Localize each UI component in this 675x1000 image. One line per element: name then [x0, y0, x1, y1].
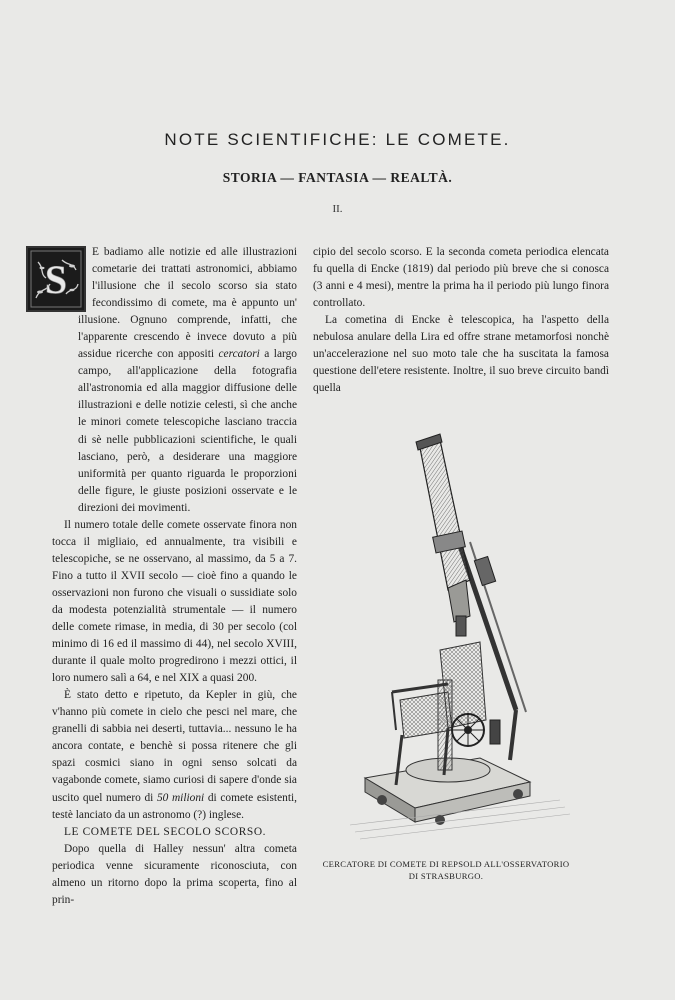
- paragraph-2: Il numero totale delle comete osservate finora non tocca il migliaio, ed annualmente, tra visibili e telescopiche, se ne osservano, al massimo, da 5 a 7. Fino a tutto il XVII secolo — cioè fino a quando le osservazioni non furono che visuali o sussidiate solo da modesta potenzialità strumentale — il numero delle comete rimase, in media, di 30 per secolo (col minimo di 16 ed il massimo di 44), nel secolo XVIII, durante il quale molto progredirono i mezzi ottici, il loro numero salì a 64, e nel XIX a quasi 200.: [52, 518, 297, 685]
- paragraph-3-start: È stato detto e ripetuto, da Kepler in giù, che v'hanno più comete in cielo che pesci nel mare, che granelli di sabbia nei deserti, tuttavia... nessuno le ha ancora contate, e benchè si possa ritenere che gli spazi cosmici siano in ogni senso solcati da vagabonde comete, siamo curiosi di sapere d'onde sia uscito quel numero di: [52, 689, 297, 804]
- article-title: NOTE SCIENTIFICHE: LE COMETE.: [164, 130, 511, 149]
- paragraph-3-emphasis: 50 milioni: [156, 791, 205, 804]
- figure-caption-line-1: CERCATORE DI COMETE DI REPSOLD ALL'OSSERVATORIO: [322, 859, 570, 869]
- paragraph-1-end: a largo campo, all'applicazione della fotografia all'astronomia ed alla maggior diffusione delle illustrazioni e delle notizie celesti, sì che anche le minori comete telescopiche lasciano traccia di sè nelle pubblicazioni scientifiche, le quali lasciano, però, a desiderare una maggiore uniformità per quanto riguarda le proporzioni delle figure, le giuste posizioni osservate e le direzioni dei movimenti.: [78, 348, 297, 514]
- figure-caption-line-2: DI STRASBURGO.: [408, 871, 484, 881]
- dropcap-letter: S: [44, 257, 68, 302]
- part-number: II.: [332, 203, 343, 215]
- section-heading: LE COMETE DEL SECOLO SCORSO.: [64, 825, 267, 838]
- right-column: [313, 244, 609, 397]
- comet-seeker-telescope-illustration: [330, 430, 580, 850]
- paragraph-5: cipio del secolo scorso. E la seconda cometa periodica elencata fu quella di Encke (1819) dal periodo più breve che si conosca (3 anni e 4 mesi), mentre la prima ha il periodo più lungo finora controllato.: [313, 246, 609, 310]
- article-subtitle: STORIA — FANTASIA — REALTÀ.: [222, 170, 453, 185]
- paragraph-6: La cometina di Encke è telescopica, ha l'aspetto della nebulosa anulare della Lira ed offre strane metamorfosi nonchè un'accelerazione nel suo moto tale che ha suscitata la famosa questione dell'etere resistente. Inoltre, il suo breve circuito bandì quella: [313, 314, 609, 395]
- paragraph-4: Dopo quella di Halley nessun' altra cometa periodica venne sicuramente riconosciuta, con almeno un ritorno dopo la prima scoperta, fino al prin-: [52, 842, 297, 906]
- dropcap-ornament-icon: [28, 248, 84, 310]
- paragraph-1-start: E badiamo alle notizie ed alle illustrazioni cometarie dei trattati astronomici, abbiamo l'illusione che il secolo scorso sia stato fecondissimo di comete, ma è appunto un' illusione. Ognuno comprende, infatti, che l'apparente crescendo è invece dovuto a più assidue ricerche con appositi: [78, 246, 297, 361]
- figure-caption: [318, 858, 574, 882]
- paragraph-1-emphasis: cercatori: [218, 348, 260, 361]
- paragraph-1: [78, 244, 297, 517]
- left-column: [44, 244, 297, 909]
- paragraph-3-end: di comete esistenti, testè lanciato da un astronomo (?) inglese.: [52, 791, 297, 821]
- paragraph-3: [52, 687, 297, 823]
- dropcap-ornament: [26, 246, 86, 312]
- telescope-figure: [330, 430, 580, 850]
